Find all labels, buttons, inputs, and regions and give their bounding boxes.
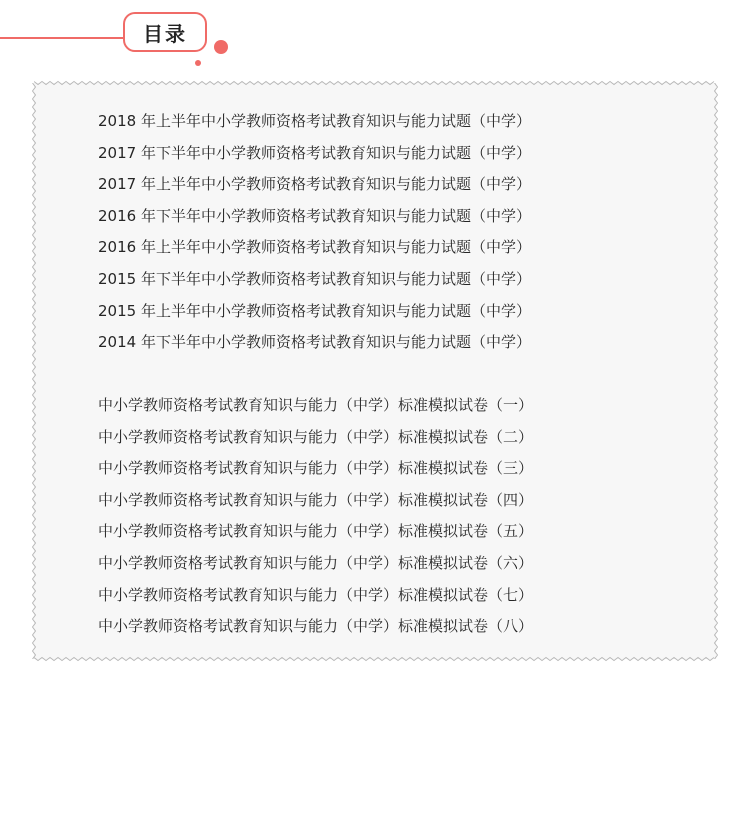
toc-item[interactable]: 2014 年下半年中小学教师资格考试教育知识与能力试题（中学） (98, 333, 531, 352)
decor-dot-small (195, 60, 201, 66)
toc-list-mock-papers (98, 390, 533, 643)
toc-item[interactable]: 2016 年下半年中小学教师资格考试教育知识与能力试题（中学） (98, 206, 531, 225)
toc-item[interactable]: 2015 年上半年中小学教师资格考试教育知识与能力试题（中学） (98, 301, 531, 320)
toc-list-past-papers (98, 106, 531, 359)
wavy-border-top (34, 80, 716, 86)
toc-item[interactable]: 2017 年上半年中小学教师资格考试教育知识与能力试题（中学） (98, 175, 531, 194)
toc-item[interactable]: 中小学教师资格考试教育知识与能力（中学）标准模拟试卷（七） (98, 585, 534, 604)
toc-item[interactable]: 中小学教师资格考试教育知识与能力（中学）标准模拟试卷（八） (98, 617, 534, 636)
wavy-border-left (31, 83, 37, 659)
toc-item[interactable]: 2016 年上半年中小学教师资格考试教育知识与能力试题（中学） (98, 238, 531, 257)
toc-item[interactable]: 2015 年下半年中小学教师资格考试教育知识与能力试题（中学） (98, 269, 531, 288)
wavy-border-right (713, 83, 719, 659)
toc-item[interactable]: 中小学教师资格考试教育知识与能力（中学）标准模拟试卷（二） (98, 427, 534, 446)
page-title: 目录 (123, 12, 207, 52)
toc-item[interactable]: 中小学教师资格考试教育知识与能力（中学）标准模拟试卷（六） (98, 553, 534, 572)
header-line (0, 37, 128, 39)
wavy-border-bottom (34, 656, 716, 662)
toc-item[interactable]: 中小学教师资格考试教育知识与能力（中学）标准模拟试卷（一） (98, 396, 534, 414)
toc-item[interactable]: 中小学教师资格考试教育知识与能力（中学）标准模拟试卷（五） (98, 522, 534, 541)
toc-item[interactable]: 中小学教师资格考试教育知识与能力（中学）标准模拟试卷（三） (98, 459, 534, 478)
toc-item[interactable]: 2018 年上半年中小学教师资格考试教育知识与能力试题（中学） (98, 112, 531, 130)
toc-item[interactable]: 2017 年下半年中小学教师资格考试教育知识与能力试题（中学） (98, 143, 531, 162)
decor-dot-large (214, 40, 228, 54)
toc-item[interactable]: 中小学教师资格考试教育知识与能力（中学）标准模拟试卷（四） (98, 490, 534, 509)
